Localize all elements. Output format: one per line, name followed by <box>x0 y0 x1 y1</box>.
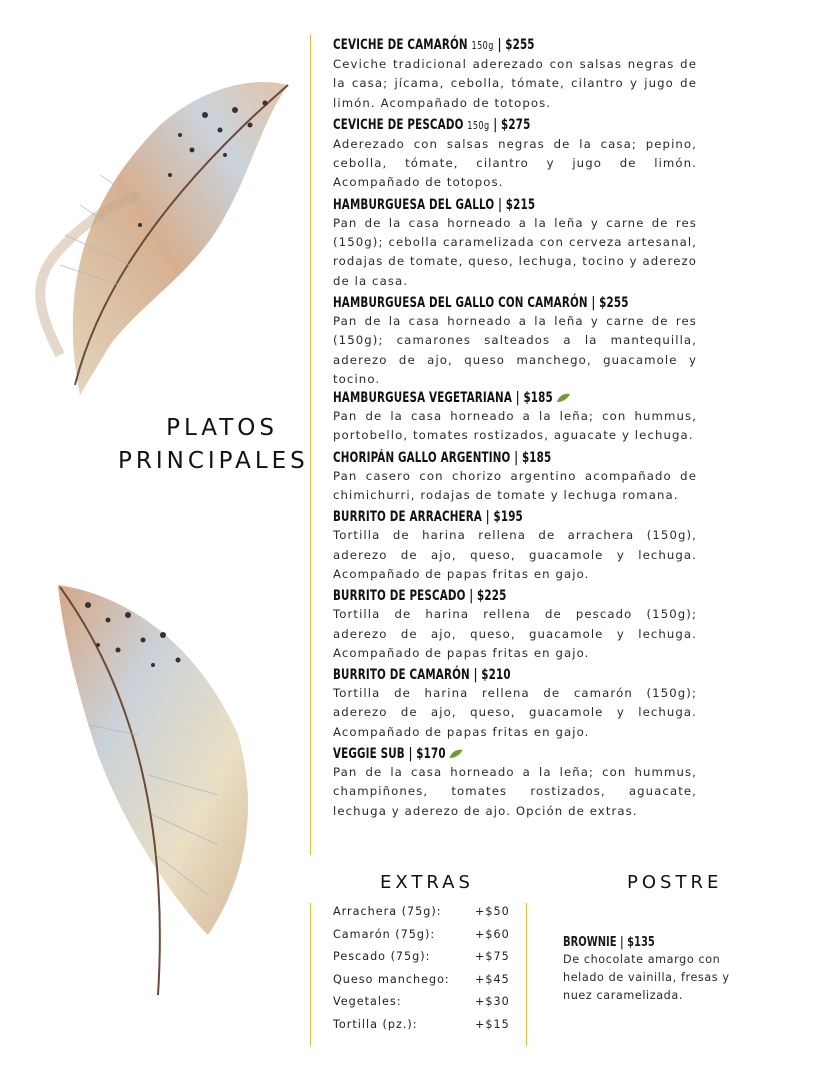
menu-item-description: Pan de la casa horneado a la leña; con hummus, champiñones, tomates rostizados, aguacate, lechuga y aderezo de ajo. Opción de extras. <box>333 765 697 818</box>
menu-item-name <box>333 116 631 135</box>
extras-row <box>333 928 513 951</box>
menu-item-description: Tortilla de harina rellena de arrachera (150g), aderezo de ajo, queso, guacamole y lechuga. Acompañado de papas fritas en gajo. <box>333 528 697 581</box>
extras-row-price: +$45 <box>475 972 510 986</box>
extras-row-name: Vegetales: <box>333 995 402 1008</box>
vegetarian-leaf-icon <box>556 393 571 403</box>
menu-item-title: VEGGIE SUB | $170 <box>333 746 446 763</box>
extras-row-name: Tortilla (pz.): <box>333 1017 418 1031</box>
extras-row-price: +$60 <box>475 927 510 941</box>
postre-item <box>563 933 748 1005</box>
menu-item-description: Tortilla de harina rellena de pescado (150g); aderezo de ajo, queso, guacamole y lechuga. Acompañado de papas fritas en gajo. <box>333 607 697 660</box>
menu-item-price: | $255 <box>497 37 535 53</box>
menu-item <box>333 389 697 446</box>
extras-title: EXTRAS <box>380 872 474 893</box>
extras-row-name: Queso manchego: <box>333 972 450 986</box>
menu-item-description: Pan de la casa horneado a la leña y carne de res (150g); camarones salteados a la mantequilla, aderezo de ajo, queso manchego, guacamole y tocino. <box>333 313 697 386</box>
menu-item-name <box>333 508 631 526</box>
menu-item-description: Aderezado con salsas negras de la casa; pepino, cebolla, tómate, cilantro y jugo de limón. Acompañado de totopos. <box>333 136 697 190</box>
menu-item <box>333 36 697 113</box>
menu-item-name <box>333 587 631 605</box>
extras-row-price: +$30 <box>475 995 510 1008</box>
extras-row <box>333 905 513 928</box>
menu-item-weight: 150g <box>467 118 490 132</box>
menu-item-price: | $275 <box>493 116 531 133</box>
menu-item-description: Pan casero con chorizo argentino acompañado de chimichurri, rodajas de tomate y lechuga romana. <box>333 468 697 503</box>
menu-item-name <box>333 449 631 467</box>
menu-item-name <box>333 389 631 407</box>
extras-row-name: Pescado (75g): <box>333 950 431 963</box>
divider-line <box>310 35 311 855</box>
menu-items <box>333 36 697 821</box>
section-title-line-1: PLATOS <box>166 415 278 441</box>
menu-item <box>333 196 697 291</box>
extras-divider-right <box>526 903 527 1046</box>
extras-row-price: +$15 <box>475 1017 510 1031</box>
extras-row-name: Arrachera (75g): <box>333 905 442 918</box>
postre-title: POSTRE <box>627 872 723 893</box>
menu-item-title: HAMBURGUESA VEGETARIANA | $185 <box>333 390 553 407</box>
menu-item <box>333 508 697 584</box>
extras-row <box>333 1018 513 1041</box>
feather-illustration-bottom <box>48 575 268 1005</box>
menu-item <box>333 666 697 742</box>
menu-item <box>333 745 697 821</box>
vegetarian-leaf-icon <box>449 749 464 759</box>
menu-item-title: CEVICHE DE CAMARÓN <box>333 37 468 53</box>
menu-item-name <box>333 666 631 684</box>
extras-row-price: +$50 <box>475 905 510 918</box>
menu-item-title: CHORIPÁN GALLO ARGENTINO | $185 <box>333 449 552 466</box>
menu-item-title: BURRITO DE ARRACHERA | $195 <box>333 509 523 526</box>
menu-item-title: BURRITO DE CAMARÓN | $210 <box>333 667 511 684</box>
extras-row <box>333 950 513 973</box>
extras-row <box>333 973 513 996</box>
menu-item-description: Tortilla de harina rellena de camarón (150g); aderezo de ajo, queso, guacamole y lechuga. Acompañado de papas fritas en gajo. <box>333 686 697 739</box>
menu-item <box>333 449 697 506</box>
extras-list <box>333 905 513 1040</box>
menu-item-title: HAMBURGUESA DEL GALLO CON CAMARÓN | $255 <box>333 294 629 311</box>
extras-row-price: +$75 <box>475 950 510 963</box>
menu-item-weight: 150g <box>471 39 494 52</box>
menu-item-description: Pan de la casa horneado a la leña y carne de res (150g); cebolla caramelizada con cerveza artesanal, rodajas de tomate, queso, lechuga, tocino y aderezo de la casa. <box>333 215 697 288</box>
menu-item <box>333 116 697 193</box>
menu-item-name <box>333 36 631 55</box>
extras-row-name: Camarón (75g): <box>333 927 436 941</box>
menu-item-title: HAMBURGUESA DEL GALLO | $215 <box>333 196 536 213</box>
extras-row <box>333 995 513 1018</box>
menu-item-title: BURRITO DE PESCADO | $225 <box>333 588 507 605</box>
menu-item-name <box>333 196 631 214</box>
menu-item-name <box>333 294 631 312</box>
postre-item-name: BROWNIE | $135 <box>563 934 655 950</box>
menu-item-title: CEVICHE DE PESCADO <box>333 116 464 133</box>
postre-item-description: De chocolate amargo con helado de vainilla, fresas y nuez caramelizada. <box>563 953 730 1002</box>
menu-item <box>333 587 697 663</box>
menu-item <box>333 294 697 389</box>
menu-item-name <box>333 745 631 763</box>
extras-divider-left <box>310 903 311 1046</box>
section-title-line-2: PRINCIPALES <box>118 448 309 474</box>
section-title <box>118 412 309 478</box>
menu-item-description: Ceviche tradicional aderezado con salsas negras de la casa; jícama, cebolla, tómate, cilantro y jugo de limón. Acompañado de totopos. <box>333 57 697 110</box>
feather-illustration-top <box>20 55 300 405</box>
menu-item-description: Pan de la casa horneado a la leña; con hummus, portobello, tomates rostizados, aguacate y lechuga. <box>333 409 697 443</box>
